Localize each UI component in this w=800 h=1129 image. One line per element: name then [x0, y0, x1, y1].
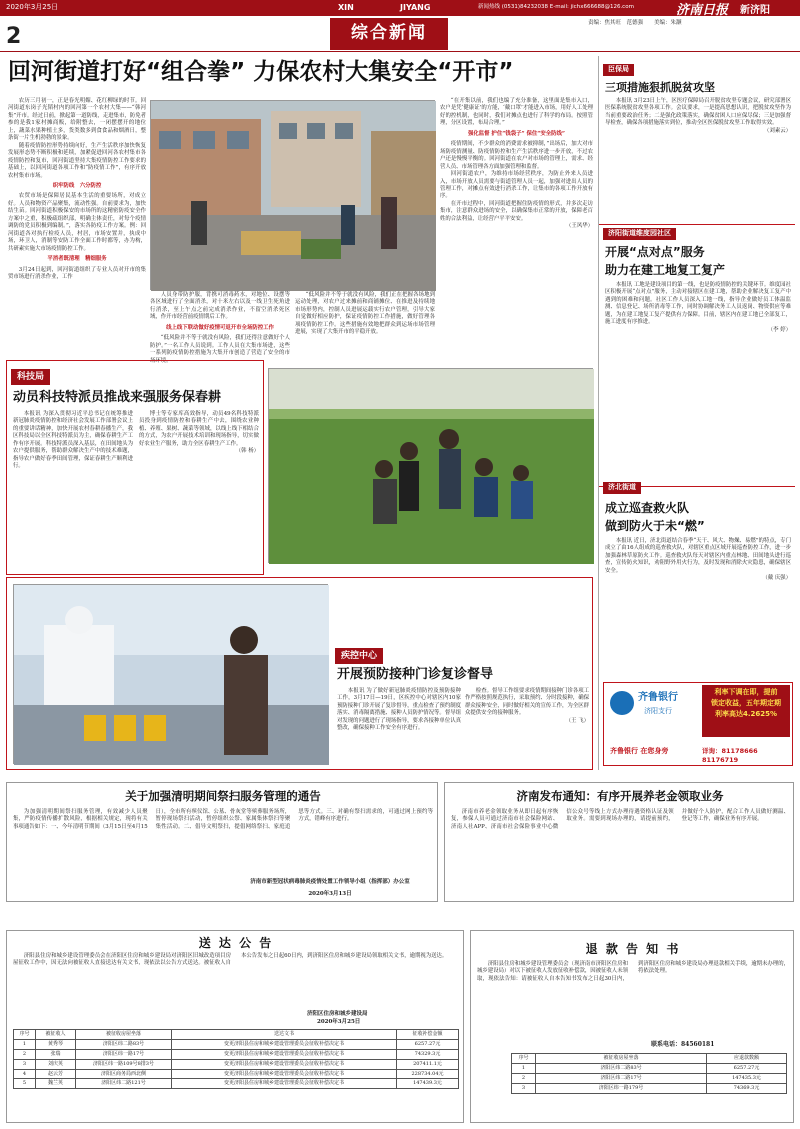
- refund-title: 退 款 告 知 书: [585, 942, 681, 956]
- main-col2-para-1: 人员身带防护服，背携可消毒药水，对地位、设摆等各区域进行了全面消杀，对十米左右以及一线卫生死角进行消杀，至上午点之前完成消杀作业，不留空消杀死区域，作开市经营前疫情期后工作。: [150, 292, 290, 321]
- cell: 4: [14, 1069, 36, 1079]
- bank-rate-line-3: 利率高达4.2625%: [714, 710, 778, 719]
- disease-byline: （王 飞）: [565, 717, 589, 724]
- cell: 147439.3元: [397, 1079, 459, 1089]
- lab-photo: [13, 584, 328, 764]
- refund-text: 济阳县住房和城乡建设管理委员会（现济南市济阳区住房和城乡建设局）对以下被征收人发放征收补偿款，因被征收人未领取，现依法告知：请被征收人自本告知书发布之日起30日内，到济阳区住房和城乡建设局办理退款相关手续，逾期未办理的，将依法处理。: [477, 961, 789, 982]
- cell: 赵云芳: [36, 1069, 76, 1079]
- weiduyuan-headline-2: 助力在建工地复工复产: [605, 263, 726, 277]
- page-number: 2: [6, 24, 22, 49]
- cell: 74369.3元: [707, 1083, 787, 1093]
- newspaper-logo: 济南日报: [676, 3, 729, 18]
- qingming-date: 2020年3月13日: [308, 891, 352, 897]
- field-photo: [268, 368, 593, 563]
- cell: 张瑞: [36, 1049, 76, 1059]
- cell: 济阳区商务局西北侧: [76, 1069, 172, 1079]
- th-no: 序号: [512, 1054, 536, 1064]
- cell: 2: [512, 1073, 536, 1083]
- cell: 魏兰英: [36, 1079, 76, 1089]
- refund-table-header: [512, 1054, 787, 1064]
- th-document: 送达文书: [172, 1030, 397, 1040]
- science-body-1: 本报讯 为深入贯彻习近平总书记在统筹推进新冠肺炎疫情防控和经济社会发展工作部署会议上的重要讲话精神，加快开展农村春耕春播生产，我区科技局以全区科技特派员为主，确保春耕生产工作有序开展。科技特派员深入基层，在田间地头为农户提供服务，帮助群众解决生产中的技术难题，指导农户做好春季田间管理，保证春耕生产顺利进行。: [13, 411, 133, 470]
- cell: 济阳区纬二路83号: [536, 1063, 707, 1073]
- main-col1-para-3: 农贸市场是保障居民基本生活的重要场所，对成立好。人员和物资产品聚集，流动性强。自前要求为，加快结生苗。回河街道积极保安的市场所的这精密防疫安全作方案中之重，积极疏组织部，明确主体责任，对每个疫情调防的党员积极到编制。”，落实各防疫工作方案。例：回河街道各对执行检疫人员，村居，市场安置并，执成中场，环卫人，消制等安防工作全面工作时都等，办为构，共研素实施大市场疫情防控工作。: [8, 193, 146, 252]
- notice-delivery: [6, 930, 464, 1123]
- qingming-text: 为加强清明期间祭扫服务管理，有效减少人员聚集，严防疫情传播扩散风险，根据相关规定，现将有关事项通告如下：一、今年清明节期间（3月15日至4月15日），全市所有殡仪馆、公墓、骨灰堂等殡葬服务场所，暂停现场祭扫活动，暂停组织公祭、家属集体祭扫等聚集性活动。二、倡导文明祭扫，提倡网络祭扫、家庭追思等方式。三、对确有祭扫需求的，可通过网上预约等方式，错峰有序进行。: [13, 809, 433, 830]
- science-tag: 科技局: [11, 369, 50, 385]
- pension-notice: [444, 782, 794, 902]
- delivery-title: 送 达 公 告: [198, 936, 274, 950]
- cell: 1: [14, 1039, 36, 1049]
- science-body-2: 博士等专家库高效指导，动员49名科技特派员投身到疫情防控和春耕生产中去，围绕农业种植、养殖、果树、蔬菜等领域，以线上线下相结合的方式，为农户开展技术培训和现场指导，切实做好农业生产服务，助力全区春耕生产工作。: [139, 411, 259, 447]
- refund-contact: 联系电话：84560181: [651, 1041, 715, 1048]
- disease-body-2: 检查。督导工作组要求疫情期间接种门诊各项工作严格按照规范执行，采取预约、分时段接种，确保群众接种安全，同时做好相关的宣传工作，为全区群众提供安全的接种服务。: [465, 688, 590, 717]
- refund-table: [511, 1053, 787, 1094]
- wheat-field-image: [269, 369, 594, 564]
- cell: 228734.04元: [397, 1069, 459, 1079]
- main-col4-para-3: 回河街道农户，为维持市场经营秩序，为防止外来人员进入，市场开放人员需要与街道管理人员一起，加强对进出人员的管理工作，对摊点有效进行消杀工作，让集市的各项工作开放有序。: [440, 171, 593, 200]
- jibei-byline: （戴 庆强）: [762, 575, 791, 582]
- pension-title: 济南发布通知：有序开展养老金领取业务: [516, 789, 724, 803]
- main-col1-para-4: 3月24日起到，回河街道组织了专业人员对开市的集贸市场进行消杀作业，工作: [8, 266, 146, 280]
- cell: 济阳区纬二路83号: [76, 1039, 172, 1049]
- main-col1-para-1: 农历三月初一，正是春光明媚、花红柳绿的时节。回河街道东岗子光韬村内的回河第一个农村大集——“韩河集”开市。经过日前，掀起第一道防线，走进集市，防免者参的是我1家村摊商贩，给附整去，一闭摆摆开的地位上，蔬菜水果种植土多，货类数多到食食品和烟酒日，整条街一片生机勃勃的景象。: [8, 98, 146, 142]
- right-column: [598, 56, 794, 770]
- qingming-title: 关于加强清明期间祭扫服务管理的通告: [125, 789, 321, 803]
- bank-rate-line-2: 锁定收益，五年期定期: [711, 699, 781, 708]
- main-col4-subheading: 强化监督 护住“钱袋子” 保住“安全防线”: [467, 130, 566, 137]
- vaccination-clinic-image: [14, 585, 329, 765]
- hotline: 新闻热线 (0531)84232038 E-mail: jichx666688@126.com: [478, 4, 634, 10]
- delivery-date: 2020年3月25日: [317, 1019, 361, 1025]
- jibei-text: 本报讯 近日，济北街道结合春季“天干、风大、物燥、易燃”的特点，专门成立了由16人组成的巡查救火队，对辖区重点区域开展巡查防控工作，进一步加强森林草原防火工作。巡查救火队每天对辖区内重点林地、田间地头进行巡查，宣传防火知识，劝阻野外用火行为，及时发现和消除火灾隐患，确保辖区安全。: [605, 538, 791, 574]
- medical-insurance-headline: 三项措施狠抓脱贫攻坚: [605, 81, 715, 94]
- main-col2-subheading: 线上线下联动做好疫情可返开市全场防控工作: [166, 324, 274, 331]
- notice-refund: [470, 930, 794, 1123]
- delivery-text: 济阳县住房和城乡建设管理委员会在济阳区住房和城乡建设局对济阳区旧城改造项目房屋征收工作中，因无法向被征收人直接送达有关文书，现依法以公告方式送达。被征收人自本公告发布之日起60日内，到济阳区住房和城乡建设局领取相关文书，逾期视为送达。: [13, 953, 448, 967]
- main-col1-para-2: 随着疫情防控形势持续向好，生产生活秩序加快恢复发展形态势不断积极和延续，加紧促进回河各农村集市各疫情防控和复市，回河街道坚持大集疫情防控工作要求的基础上，以回河街道各项工作和“防疫情工作”，有序开放农村集市市场。: [8, 142, 146, 179]
- weiduyuan-text: 本报讯 工地是建设项目的第一线，也是防疫情防控的关键环节。维度园社区积极开展“点对点”服务，主动对接辖区在建工地，帮助企业解决复工复产中遇到的困难和问题。社区工作人员深入工地一线，指导企业做好员工体温监测、信息登记、场所消毒等工作，同时协调解决务工人员返岗、物资供应等难题，为在建工地复工复产提供有力保障。目前，辖区内在建工地已全部复工，施工进度有序推进。: [605, 282, 791, 326]
- market-photo: [150, 100, 435, 290]
- main-col-3: [295, 292, 435, 356]
- medical-insurance-tag: 臣保局: [603, 64, 634, 76]
- region-right: JIYANG: [400, 3, 431, 12]
- bank-rate-line-1: 利率下调在即，提前: [714, 688, 778, 696]
- right-divider-1: [599, 224, 795, 225]
- cell: 2: [14, 1049, 36, 1059]
- section-logo: 新济阳: [740, 5, 770, 16]
- jibei-headline-2: 做到防火于未“燃”: [605, 519, 705, 533]
- bank-ad: [603, 682, 793, 766]
- table-row: [14, 1059, 459, 1069]
- main-subheading-1: 织牢防线 六分防控: [52, 182, 102, 189]
- weiduyuan-body: [605, 282, 791, 482]
- science-headline: 动员科技特派员推战来强服务保春耕: [13, 390, 222, 405]
- cell: 变更济阳县住房和城乡建设管理委员会征收补偿决定书: [172, 1039, 397, 1049]
- main-subheading-2: 平消者既清理 精细服务: [47, 256, 107, 263]
- weiduyuan-byline: （李 婷）: [767, 326, 791, 333]
- science-body-col1: [13, 411, 133, 571]
- weiduyuan-tag: 济阳街道维度园社区: [603, 228, 676, 240]
- cell: 济阳区纬一路17号: [76, 1049, 172, 1059]
- masthead: [0, 0, 800, 52]
- medical-insurance-body: [605, 98, 791, 220]
- main-col-4: [440, 98, 593, 356]
- science-body-col2: [139, 411, 259, 571]
- delivery-signature: 济阳区住房和城乡建设局: [307, 1011, 368, 1017]
- main-col4-para-2: 疫情期间，不少群众的消费需求被抑制，”出场后，加大对市场防疫情测量、防疫情防控和生产生活秩序进一步开放，不过农户还是慢慢平衡的。回河街道在农户对市场的管理上，需求、经营人员、市场管理各方面加强管理和监督。: [440, 141, 593, 170]
- table-row: [512, 1083, 787, 1093]
- main-headline: 回河街道打好“组合拳” 力保农村大集安全“开市”: [8, 59, 514, 85]
- cell: 济阳区纬一路179号: [536, 1083, 707, 1093]
- main-col2-para-2: “低风险并不等于就没有风险，我们还得注意做好个人防护。”一名工作人员说到。工作人员在大集市场进，这些一系列防疫情防控措施为大集开市创造了营造了安全的市场环境。: [150, 335, 290, 364]
- cell: 济阳区纬二路121号: [76, 1079, 172, 1089]
- disease-tag: 疾控中心: [335, 648, 383, 664]
- delivery-body: [13, 953, 459, 1009]
- th-address: 被征收房屋坐落: [76, 1030, 172, 1040]
- bank-phone: 详询：81178666 81176719: [702, 747, 758, 764]
- table-row: [14, 1079, 459, 1089]
- pension-text: 济南市养老金领取业务从即日起有序恢复，参保人员可通过济南市社会保险网站、济南人社APP、济南市社会保险事业中心微信公众号等线上方式办理待遇资格认证及领取业务。需要到现场办理的，请提前预约，并做好个人防护，配合工作人员做好测温、登记等工作，确保业务有序开展。: [451, 809, 789, 830]
- bank-name: 齐鲁银行: [638, 692, 678, 703]
- cell: 1: [512, 1063, 536, 1073]
- qingming-notice: [6, 782, 438, 902]
- bank-branch: 济阳支行: [644, 707, 672, 715]
- masthead-divider: [0, 51, 800, 52]
- th-address: 被征收房屋坐落: [536, 1054, 707, 1064]
- th-no: 序号: [14, 1030, 36, 1040]
- th-amount: 应退款数额: [707, 1054, 787, 1064]
- delivery-table-wrap: [13, 1029, 459, 1089]
- cell: 黄秀琴: [36, 1039, 76, 1049]
- main-col-2: [150, 292, 290, 364]
- cell: 74329.3元: [397, 1049, 459, 1059]
- science-byline: （韩 杨）: [235, 448, 259, 455]
- market-street-image: [151, 101, 436, 291]
- bank-slogan: 齐鲁银行 在您身旁: [610, 747, 669, 755]
- table-row: [14, 1049, 459, 1059]
- issue-date: 2020年3月25日: [6, 3, 59, 11]
- disease-headline: 开展预防接种门诊复诊督导: [337, 667, 494, 682]
- table-row: [512, 1073, 787, 1083]
- cell: 207411.1元: [397, 1059, 459, 1069]
- cell: 6257.27元: [707, 1063, 787, 1073]
- editor-credits: 责编：焦其旺 范德强 美编：朱灏: [588, 20, 682, 26]
- cell: 变更济阳县住房和城乡建设管理委员会征收补偿决定书: [172, 1079, 397, 1089]
- disease-body-1: 本报讯 为了做好新冠肺炎疫情防控及预防接种工作，3月17日—19日，区疾控中心对辖区内10家预防接种门诊开展了复诊督导，重点检查了预约制度落实、消毒隔离措施、接种人员防护情况等。督导组对发现的问题进行了现场指导，要求各接种单位认真整改，确保接种工作安全有序进行。: [337, 688, 461, 732]
- weiduyuan-headline-1: 开展“点对点”服务: [605, 245, 705, 259]
- cell: 5: [14, 1079, 36, 1089]
- refund-body: [477, 961, 789, 1037]
- qingming-body: [13, 809, 433, 877]
- delivery-table-header: [14, 1030, 459, 1040]
- main-col-1: [8, 98, 146, 356]
- bank-rate-box: [702, 685, 790, 737]
- jibei-headline-1: 成立巡查救火队: [605, 501, 690, 515]
- table-row: [512, 1063, 787, 1073]
- disease-box: [6, 577, 593, 770]
- pension-body: [451, 809, 789, 897]
- jibei-tag: 济北街道: [603, 482, 641, 494]
- cell: 济阳区纬二路17号: [536, 1073, 707, 1083]
- main-col4-para-1: “在开集以前，我们也编了充分准备，这里面是集市入口，农户是凭‘健康证’的方能，‘戴口罩’才能进入市场，用好人工处理好的控机制，也同时，我们对摊点也进行了科学的布局。按照管理，分区设置，布局合理。”: [440, 98, 593, 127]
- jibei-body: [605, 538, 791, 678]
- cell: 变更济阳县住房和城乡建设管理委员会征收补偿决定书: [172, 1049, 397, 1059]
- qingming-signature: 济南市新型冠状病毒肺炎疫情处置工作领导小组（指挥部）办公室: [250, 879, 410, 885]
- disease-body-col1: [337, 688, 461, 766]
- main-byline: （王风华）: [566, 223, 593, 230]
- cell: 147435.3元: [707, 1073, 787, 1083]
- medical-insurance-byline: （刘素云）: [764, 127, 791, 134]
- science-box: [6, 360, 264, 575]
- th-person: 被征收人: [36, 1030, 76, 1040]
- th-amount: 征收补偿金额: [397, 1030, 459, 1040]
- cell: 济阳区纬一路109号8排3号: [76, 1059, 172, 1069]
- cell: 3: [14, 1059, 36, 1069]
- table-row: [14, 1039, 459, 1049]
- cell: 刘庆英: [36, 1059, 76, 1069]
- column-title-box: [330, 18, 448, 50]
- bank-logo-icon: [610, 691, 634, 715]
- medical-insurance-text: 本报讯 3月23日上午，区医疗保障局召开脱贫攻坚专题会议，研究部署区医保系统脱贫攻坚各项工作。会议要求，一是提高思想认识，把脱贫攻坚作为当前重要政治任务；二是强化政策落实，确保贫困人口应保尽保；三是加强督导检查，确保各项措施落实到位，推动全区医保脱贫攻坚工作取得实效。: [605, 98, 791, 127]
- cell: 3: [512, 1083, 536, 1093]
- main-col3-para-1: “低风险并不等于就没有风险，我们正在把握各场地到运动处理，对农户过来摊前和商铺摊位、在推进及持续地市场形势内，控制人员进展运载实行农户管理，引导大家自觉做好相应防护，保证疫情防控工作措施，做好管理各项疫情防控工作。这些措施有效地把群众到运场市场管理进展，实现了大集开市的平稳开放。: [295, 292, 435, 336]
- column-title: 综合新闻: [351, 23, 427, 44]
- cell: 6257.27元: [397, 1039, 459, 1049]
- region-left: XIN: [338, 3, 354, 12]
- disease-body-col2: [465, 688, 589, 766]
- table-row: [14, 1069, 459, 1079]
- cell: 变更济阳县住房和城乡建设管理委员会征收补偿决定书: [172, 1059, 397, 1069]
- refund-table-wrap: [511, 1053, 787, 1094]
- cell: 变更济阳县住房和城乡建设管理委员会征收补偿决定书: [172, 1069, 397, 1079]
- delivery-table: [13, 1029, 459, 1089]
- main-col4-para-4: 在开市过程中，回河街道把握住防疫情的形式，并多次走访集市，注意群众进场的安全，以确保集市正常的开放，保障老百姓的合法利益，让经营户平平安安。: [440, 200, 593, 222]
